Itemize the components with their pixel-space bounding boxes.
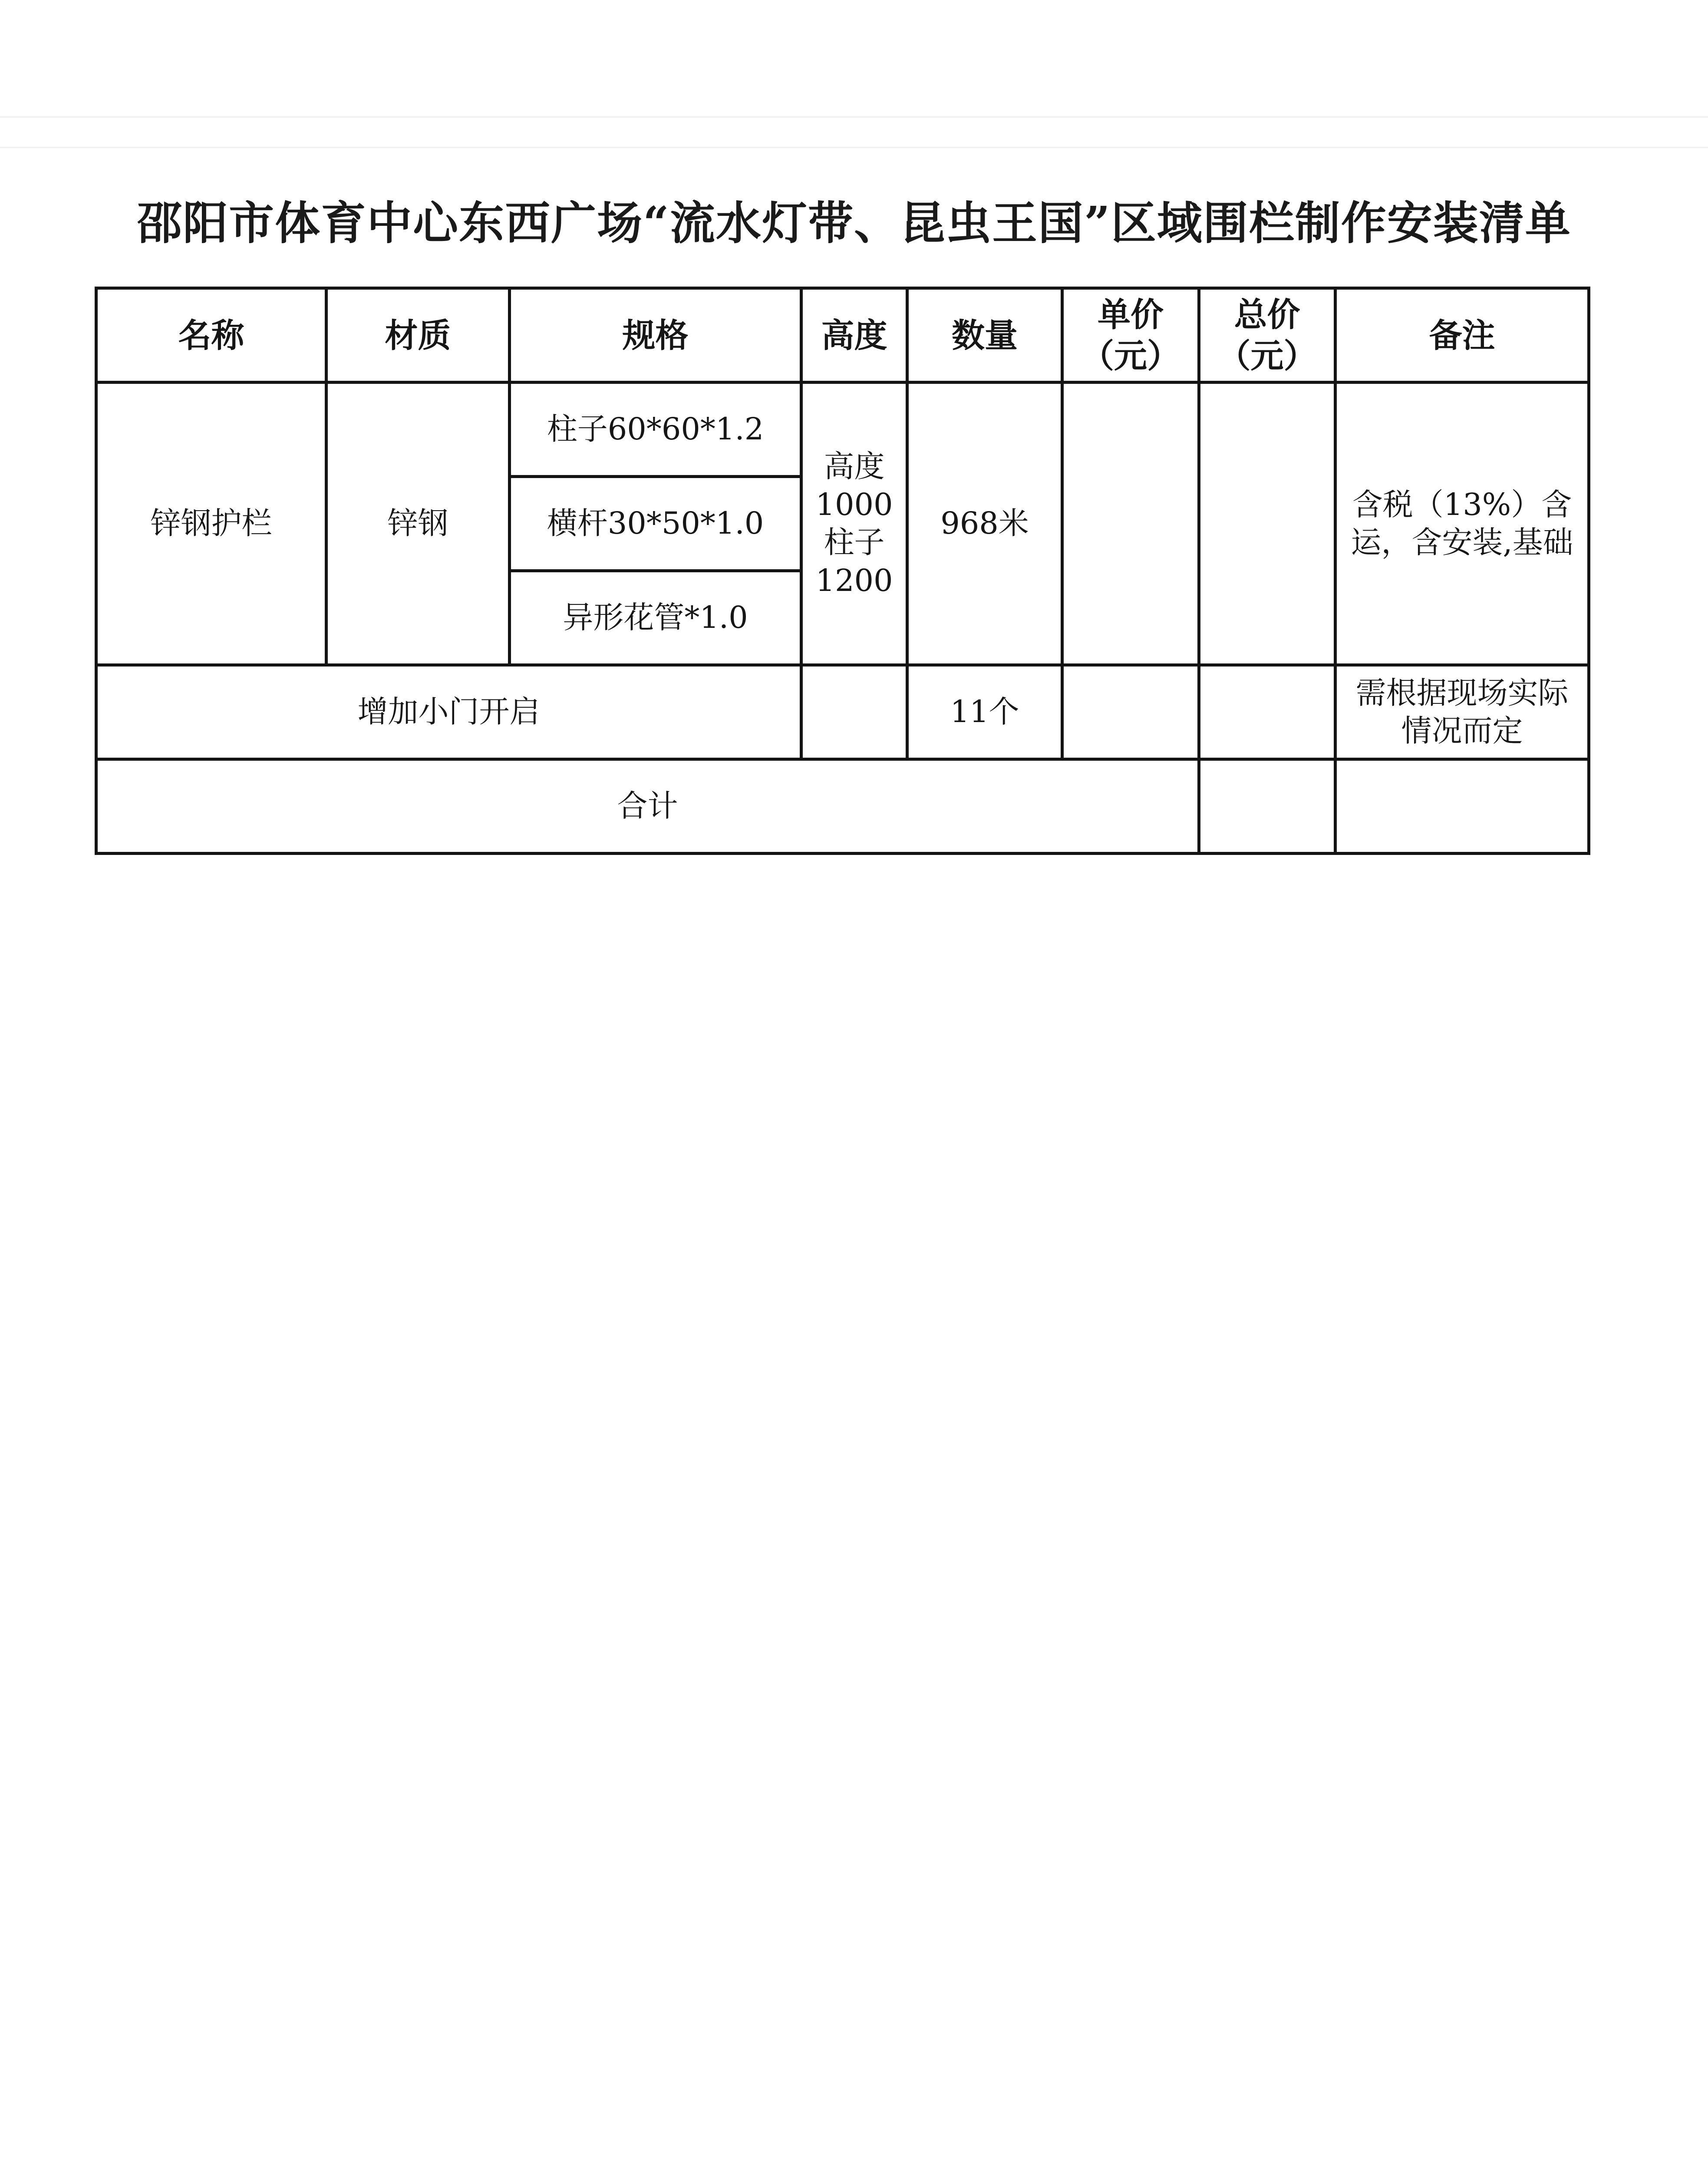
header-total-price-line2: （元）	[1217, 337, 1317, 375]
cell-height-line: 1200	[815, 562, 893, 598]
cell-total-price	[1199, 383, 1335, 665]
cell-remarks	[1335, 383, 1589, 665]
header-unit-price-line2: （元）	[1081, 337, 1180, 375]
header-row	[96, 288, 1589, 383]
cell-extra-remarks-line: 情况而定	[1401, 713, 1523, 749]
table-row	[96, 665, 1589, 759]
document-title: 邵阳市体育中心东西广场“流水灯带、昆虫王国”区域围栏制作安装清单	[137, 196, 1571, 250]
cell-total-label: 合计	[96, 759, 1199, 854]
cell-remarks-line: 运，含安装,基础	[1351, 525, 1573, 560]
cell-height-line: 1000	[815, 486, 893, 522]
header-spec: 规格	[510, 288, 801, 383]
header-unit-price-line1: 单价	[1098, 295, 1164, 334]
scan-artifact-line	[0, 116, 1708, 118]
total-row	[96, 759, 1589, 854]
cell-extra-total-price	[1199, 665, 1335, 759]
cell-height-line: 高度	[824, 449, 885, 484]
cell-unit-price	[1062, 383, 1199, 665]
cell-material: 锌钢	[326, 383, 510, 665]
header-material: 材质	[326, 288, 510, 383]
header-height: 高度	[801, 288, 907, 383]
cell-extra-quantity: 11个	[907, 665, 1062, 759]
cell-spec-rail: 横杆30*50*1.0	[510, 477, 801, 571]
cell-name: 锌钢护栏	[96, 383, 326, 665]
cell-height-line: 柱子	[824, 525, 885, 560]
scan-artifact-line	[0, 147, 1708, 148]
cell-extra-remarks-line: 需根据现场实际	[1355, 675, 1569, 711]
header-total-price	[1199, 288, 1335, 383]
cell-height	[801, 383, 907, 665]
cell-remarks-line: 含税（13%）含	[1352, 486, 1572, 522]
cell-spec-post: 柱子60*60*1.2	[510, 383, 801, 477]
cell-extra-remarks	[1335, 665, 1589, 759]
cell-spec-pipe: 异形花管*1.0	[510, 571, 801, 665]
cell-total-amount	[1199, 759, 1335, 854]
cell-quantity: 968米	[907, 383, 1062, 665]
header-quantity: 数量	[907, 288, 1062, 383]
fence-bill-table	[95, 287, 1590, 855]
cell-extra-unit-price	[1062, 665, 1199, 759]
header-total-price-line1: 总价	[1234, 295, 1300, 334]
cell-total-remarks	[1335, 759, 1589, 854]
table-row	[96, 383, 1589, 477]
header-remarks: 备注	[1335, 288, 1589, 383]
cell-extra-height	[801, 665, 907, 759]
header-name: 名称	[96, 288, 326, 383]
cell-extra-label: 增加小门开启	[96, 665, 801, 759]
header-unit-price	[1062, 288, 1199, 383]
